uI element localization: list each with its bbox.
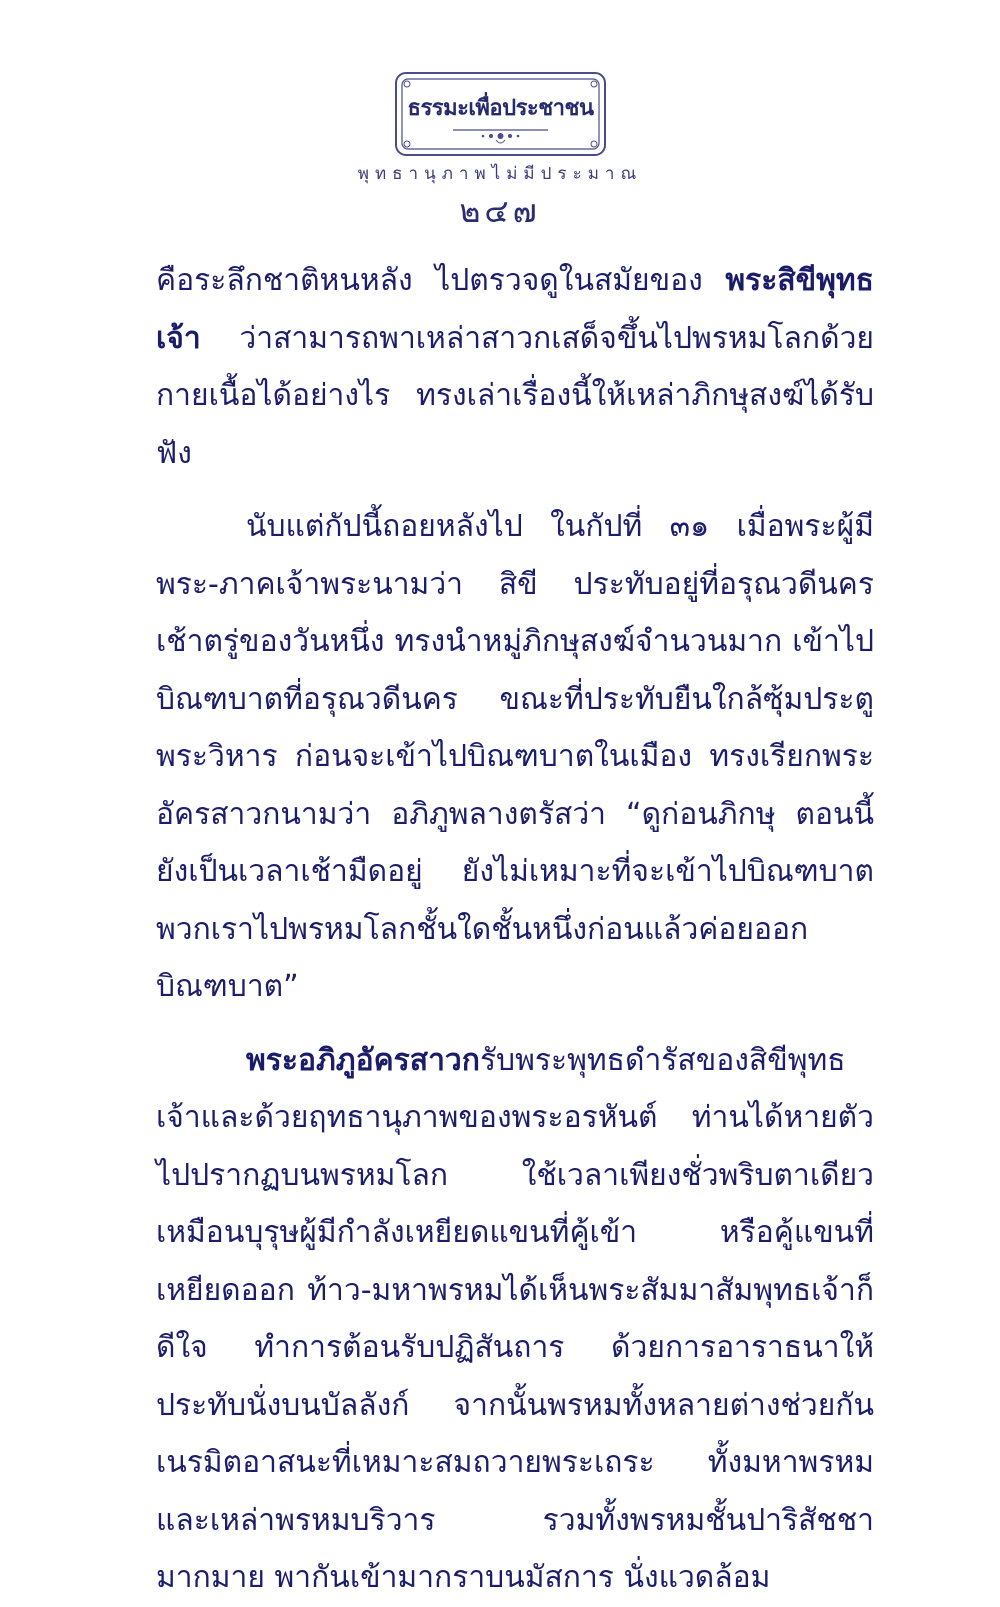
paragraph-3 (156, 1032, 874, 1607)
ornament-icon (482, 133, 520, 143)
publisher-logo (393, 70, 608, 158)
paragraph-1 (156, 252, 874, 482)
page-number: ๒๔๗ (459, 192, 541, 230)
paragraph-1-text-after: ว่าสามารถพาเหล่าสาวกเสด็จขึ้นไปพรหมโลกด้วยกายเนื้อได้อย่างไร ทรงเล่าเรื่องนี้ให้เหล่าภิกษุสงฆ์ได้รับฟัง (156, 320, 874, 471)
disciple-name: พระอภิภูอัครสาวก (246, 1042, 480, 1078)
paragraph-2: นับแต่กัปนี้ถอยหลังไป ในกัปที่ ๓๑ เมื่อพระผู้มีพระ-ภาคเจ้าพระนามว่า สิขี ประทับอยู่ที่อรุณวดีนคร เช้าตรู่ของวันหนึ่ง ทรงนำหมู่ภิกษุสงฆ์จำนวนมาก เข้าไปบิณฑบาตที่อรุณวดีนคร ขณะที่ประทับยืนใกล้ซุ้มประตูพระวิหาร ก่อนจะเข้าไปบิณฑบาตในเมือง ทรงเรียกพระอัครสาวกนามว่า อภิภูพลางตรัสว่า “ดูก่อนภิกษุ ตอนนี้ยังเป็นเวลาเช้ามืดอยู่ ยังไม่เหมาะที่จะเข้าไปบิณฑบาตพวกเราไปพรหมโลกชั้นใดชั้นหนึ่งก่อนแล้วค่อยออกบิณฑบาต” (156, 509, 874, 1004)
logo-text: ธรรมะเพื่อประชาชน (407, 96, 594, 121)
buddha-name: พระสิขีพุทธเจ้า (156, 263, 874, 356)
book-title: พุทธานุภาพไม่มีประมาณ (357, 164, 643, 184)
paragraph-1-text-before: คือระลึกชาติหนหลัง ไปตรวจดูในสมัยของ (156, 263, 726, 298)
main-text (156, 252, 874, 1607)
paragraph-3-text: รับพระพุทธดำรัสของสิขีพุทธเจ้าและด้วยฤทธานุภาพของพระอรหันต์ ท่านได้หายตัวไปปรากฏบนพรหมโลก ใช้เวลาเพียงชั่วพริบตาเดียว เหมือนบุรุษผู้มีกำลังเหยียดแขนที่คู้เข้า หรือคู้แขนที่เหยียดออก ท้าว-มหาพรหมได้เห็นพระสัมมาสัมพุทธเจ้าก็ดีใจ ทำการต้อนรับปฏิสันถาร ด้วยการอาราธนาให้ประทับนั่งบนบัลลังก์ จากนั้นพรหมทั้งหลายต่างช่วยกัน เนรมิตอาสนะที่เหมาะสมถวายพระเถระ ทั้งมหาพรหม และเหล่าพรหมบริวาร รวมทั้งพรหมชั้นปาริสัชชามากมาย พากันเข้ามากราบนมัสการ นั่งแวดล้อม (156, 1042, 874, 1595)
